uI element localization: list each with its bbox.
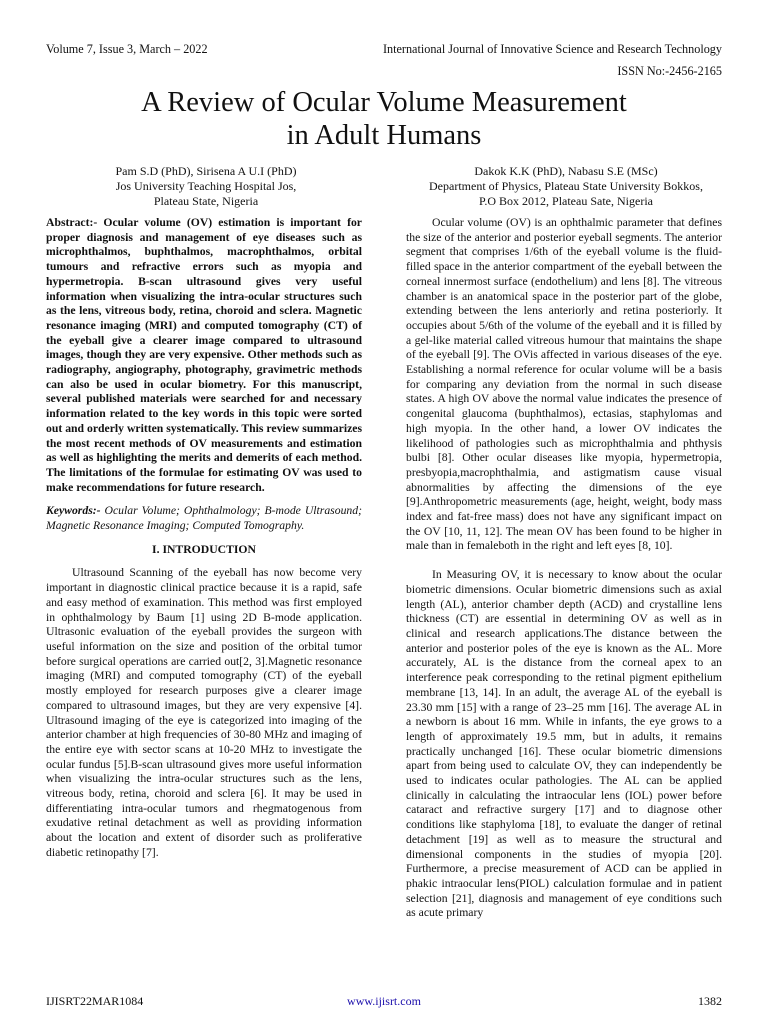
journal-name: International Journal of Innovative Science and Research Technology [382, 42, 722, 56]
paper-title [46, 86, 722, 152]
authors-left [46, 164, 366, 210]
journal-url-link[interactable]: www.ijisrt.com [347, 994, 421, 1008]
keywords [46, 504, 362, 533]
author-affiliation-location: Plateau State, Nigeria [153, 194, 259, 209]
author-names: Pam S.D (PhD), Sirisena A U.I (PhD) [115, 164, 297, 178]
title-line-2: in Adult Humans [286, 120, 482, 151]
author-affiliation: Jos University Teaching Hospital Jos, [115, 179, 297, 194]
article-code: IJISRT22MAR1084 [46, 994, 144, 1008]
authors-right [406, 164, 726, 210]
keywords-list: Ocular Volume; Ophthalmology; B-mode Ultrasound; Magnetic Resonance Imaging; Computed Tomography. [46, 504, 362, 533]
right-column [406, 216, 722, 921]
author-affiliation-location: P.O Box 2012, Plateau Sate, Nigeria [479, 194, 653, 209]
author-names: Dakok K.K (PhD), Nabasu S.E (MSc) [474, 164, 658, 178]
section-heading: I. INTRODUCTION [152, 542, 256, 556]
page-number: 1382 [698, 994, 722, 1008]
author-affiliation: Department of Physics, Plateau State University Bokkos, [429, 179, 703, 194]
left-column [46, 216, 362, 861]
abstract: Abstract:- Ocular volume (OV) estimation is important for proper diagnosis and management of eye diseases such as microphthalmos, buphthalmos, macrophthalmos, orbital tumours and refractive errors such as myopia and hypermetropia. B-scan ultrasound gives very useful information when visualizing the intra-ocular structures such as the lens, vitreous body, retina, choroid and sclera. Magnetic resonance imaging (MRI) and computed tomography (CT) of the eyeball give a clearer image compared to ultrasound images, though they are very expensive. Other methods such as radiography, angiography, photography, gravimetric methods can also be used in ocular biometry. For this manuscript, several published materials were searched for and necessary information related to the key words in this topic were sorted out and orderly written systematically. This review summarizes the most recent methods of OV measurements and estimation as well as highlighting the merits and demerits of each method. The limitations of the formulae for estimating OV was used to make recommendations for future research. [46, 216, 362, 494]
measuring-ov-paragraph: In Measuring OV, it is necessary to know about the ocular biometric dimensions. Ocular biometric dimensions such as axial length (AL), anterior chamber depth (ACD) and crystalline lens thickness (CT) are essential in determining OV as well as in clinical and research applications.The distance between the anterior and posterior poles of the eye is known as the AL. More accurately, AL is the distance from the corneal apex to an interference peak corresponding to the retinal pigment epithelium membrane [13, 14]. In an adult, the average AL of the eyeball is 23.30 mm [15] with a range of 23–25 mm [16]. The average AL in a newborn is about 16 mm. While in infants, the eye grows to a length of approximately 19.5 mm, but in adults, it remains practically unchanged [16]. These ocular biometric dimensions apart from being used to calculate OV, they can independently be used to indicates ocular pathologies. The AL can be applied clinically in calculating the intraocular lens (IOL) power before cataract and refractive surgery [17] and to diagnose other conditions like staphyloma [18], to evaluate the danger of retinal detachment [19] as well as to measure the structural and dimensional components in the studies of myopia [20]. Furthermore, a precise measurement of ACD can be applied in phakic intraocular lens(PIOL) calculation formulae and in patient selection [21], diagnosis and management of eye conditions such as acute primary [406, 568, 722, 920]
keywords-label: Keywords:- [46, 504, 101, 518]
ocular-volume-paragraph: Ocular volume (OV) is an ophthalmic parameter that defines the size of the anterior and posterior eyeball segments. The anterior segment that comprises 1/6th of the eyeball volume is the fluid-filled space in the anterior compartment of the eyeball between the corneal innermost surface (endothelium) and lens [8]. The vitreous chamber is an anatomical space in the posterior part of the globe, extending between the lens anteriorly and retina posteriorly. It occupies about 5/6th of the volume of the eyeball and it is filled by a gel-like material called vitreous humour that maintains the shape of the eyeball [9]. The OVis affected in various diseases of the eye. Establishing a normal reference for ocular volume will be a basis for comparing any deviation from the normal in such disease states. A high OV above the normal value indicates the presence of congenital glaucoma (buphthalmos), ectasias, staphylomas and high myopia. In the other hand, a lower OV indicates the likelihood of pathologies such as microphthalmia and phthysis bulbi [8]. Other ocular diseases like myopia, hypermetropia, presbyopia,macrophthalmia, and astigmatism cause visual abnormalities by affecting the dimensions of the eye [9].Anthropometric measurements (age, height, weight, body mass index and fat-free mass) does not have any significant impact on the OV [10, 11, 12]. The mean OV has been found to be higher in male than in femaleboth in the right and left eyes [8, 10]. [406, 216, 722, 553]
title-line-1: A Review of Ocular Volume Measurement [141, 87, 627, 118]
volume-issue: Volume 7, Issue 3, March – 2022 [46, 42, 208, 56]
intro-paragraph: Ultrasound Scanning of the eyeball has now become very important in diagnostic clinical practice because it is a rapid, safe and easy method of examination. This method was first employed in ophthalmology by Baum [1] using 2D B-mode application. Ultrasonic evaluation of the eyeball provides the surgeon with useful information on the size and position of the orbital tumor before surgical operations are carried out[2, 3].Magnetic resonance imaging (MRI) and computed tomography (CT) of the eyeball mostly employed for research purposes give a clearer image compared to ultrasound images, but they are very expensive [4]. Ultrasound imaging of the eye is categorized into imaging of the anterior chamber at high frequencies of 30-80 MHz and imaging of the entire eye with sector scans at 10-20 MHz to investigate the ocular fundus [5].B-scan ultrasound gives more useful information when visualizing the intra-ocular structures such as the lens, vitreous body, retina, choroid and sclera [6]. It may be used in differentiating intra-ocular tumors and rhegmatogenous from exudative retinal detachment as well as providing information about the location and extent of disorder such as proliferative diabetic retinopathy [7]. [46, 566, 362, 859]
issn: ISSN No:-2456-2165 [617, 64, 722, 78]
